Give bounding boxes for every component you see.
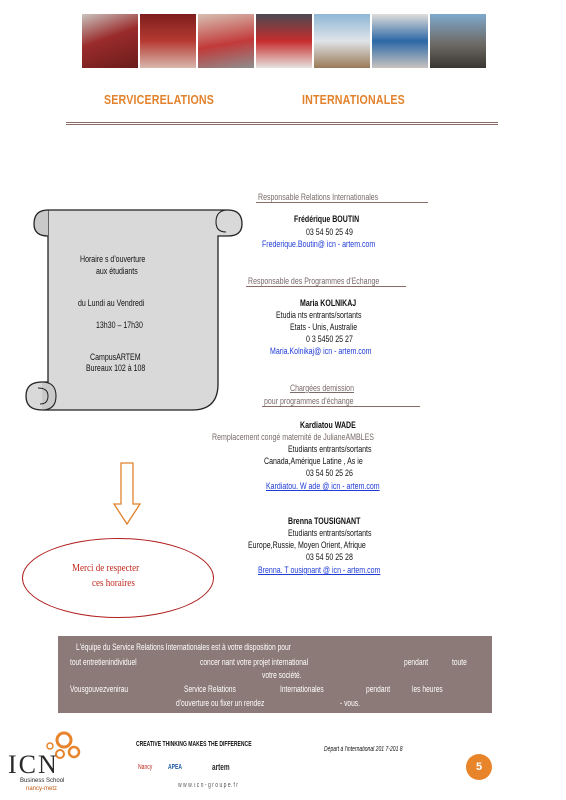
footer-url[interactable]: w w w. i c n - g r o u p e. f r bbox=[178, 782, 238, 789]
header-photo bbox=[256, 14, 312, 68]
info-line2b: concer nant votre projet international bbox=[200, 657, 309, 667]
contact3-role-cont: pour programmes d'échange bbox=[264, 396, 354, 406]
contact1-email-link[interactable]: Frederique.Boutin@ icn - artem.com bbox=[262, 239, 376, 249]
contact3-students: Etudiants entrants/sortants bbox=[288, 444, 372, 454]
icn-logo-city: nancy-metz bbox=[26, 786, 58, 792]
contact1-divider bbox=[256, 202, 428, 203]
contact3-name: Kardiatou WADE bbox=[300, 420, 356, 430]
header-photo bbox=[372, 14, 428, 68]
info-line2a: tout entretienindividuel bbox=[70, 657, 137, 667]
title-divider bbox=[66, 122, 498, 125]
hours-line1: Horaire s d'ouverture bbox=[80, 254, 146, 264]
page-title-right: INTERNATIONALES bbox=[302, 92, 405, 107]
contact4-name: Brenna TOUSIGNANT bbox=[288, 516, 361, 526]
down-arrow-icon bbox=[112, 462, 142, 526]
contact2-divider bbox=[246, 286, 406, 287]
info-line2d: toute bbox=[452, 657, 467, 667]
contact2-phone: 0 3 5450 25 27 bbox=[306, 334, 353, 344]
info-line4d: pendant bbox=[366, 684, 391, 694]
hours-time: 13h30 – 17h30 bbox=[96, 320, 143, 330]
icn-logo-subtitle: Business School bbox=[20, 778, 65, 784]
contact3-role: Chargées demission bbox=[290, 383, 354, 393]
contact2-email-link[interactable]: Maria.Kolnikaj@ icn - artem.com bbox=[270, 346, 372, 356]
contact1-phone: 03 54 50 25 49 bbox=[306, 227, 353, 237]
contact3-divider bbox=[262, 406, 420, 407]
info-line3: votre société. bbox=[262, 670, 302, 680]
info-line4a: Vousgouvezvenirau bbox=[70, 684, 129, 694]
contact4-students: Etudiants entrants/sortants bbox=[288, 528, 372, 538]
hours-campus: CampusARTEM bbox=[90, 352, 141, 362]
notice-line2: ces horaires bbox=[92, 577, 135, 589]
header-photo bbox=[140, 14, 196, 68]
contact2-regions: Etats - Unis, Australie bbox=[290, 322, 358, 332]
partner-logo-artem: artem bbox=[212, 762, 230, 772]
icn-logo-text: ICN bbox=[8, 750, 59, 779]
contact3-phone: 03 54 50 25 26 bbox=[306, 468, 353, 478]
header-photo bbox=[82, 14, 138, 68]
contact4-email-link[interactable]: Brenna. T ousignant @ icn - artem.com bbox=[258, 565, 381, 575]
header-photo bbox=[314, 14, 370, 68]
page-number-badge: 5 bbox=[466, 754, 492, 780]
contact2-name: Maria KOLNIKAJ bbox=[300, 298, 357, 308]
contact3-regions: Canada,Amérique Latine , As ie bbox=[264, 456, 363, 466]
info-line1: L'équipe du Service Relations Internationales est à votre disposition pour bbox=[76, 642, 291, 652]
hours-days: du Lundi au Vendredi bbox=[78, 298, 145, 308]
scroll-graphic bbox=[20, 206, 250, 416]
info-line4b: Service Relations bbox=[184, 684, 236, 694]
header-photo bbox=[430, 14, 486, 68]
partner-logo-apea: APEA bbox=[168, 764, 183, 771]
partner-logo-nancy: Nancy bbox=[138, 764, 153, 771]
header-photo bbox=[198, 14, 254, 68]
contact1-name: Frédérique BOUTIN bbox=[294, 214, 360, 224]
hours-line2: aux étudiants bbox=[96, 266, 138, 276]
info-line4c: Internationales bbox=[280, 684, 324, 694]
contact2-students: Etudia nts entrants/sortants bbox=[276, 310, 362, 320]
info-line5a: d'ouverture ou fixer un rendez bbox=[176, 698, 265, 708]
contact3-replacement: Remplacement congé maternité de JulianeAMBLES bbox=[212, 432, 374, 442]
info-line2c: pendant bbox=[404, 657, 429, 667]
footer-document-title: Départ à l'international 201 7-201 8 bbox=[324, 746, 403, 753]
contact3-email-link[interactable]: Kardiatou. W ade @ icn - artem.com bbox=[266, 481, 380, 491]
notice-line1: Merci de respecter bbox=[72, 562, 140, 574]
info-line5b: - vous. bbox=[340, 698, 360, 708]
footer-tagline: CREATIVE THINKING MAKES THE DIFFERENCE bbox=[136, 741, 252, 748]
page-title-left: SERVICERELATIONS bbox=[104, 92, 215, 107]
hours-offices: Bureaux 102 à 108 bbox=[86, 363, 146, 373]
contact1-role: Responsable Relations Internationales bbox=[258, 192, 379, 202]
header-photo-strip bbox=[82, 14, 486, 68]
info-line4e: les heures bbox=[412, 684, 443, 694]
contact4-phone: 03 54 50 25 28 bbox=[306, 552, 353, 562]
contact2-role: Responsable des Programmes d'Echange bbox=[248, 276, 380, 286]
contact4-regions: Europe,Russie, Moyen Orient, Afrique bbox=[248, 540, 366, 550]
